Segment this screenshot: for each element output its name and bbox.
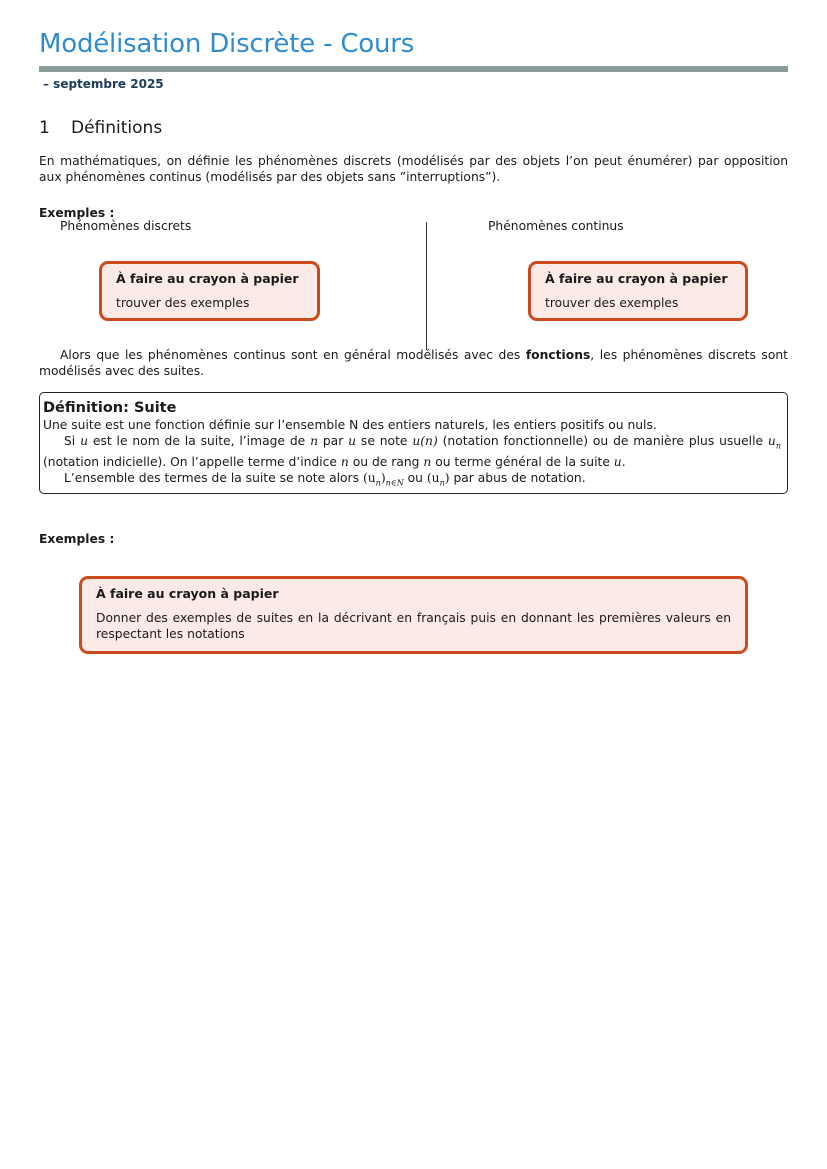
paragraph-text: , les phénomènes discrets sont modélisés avec des suites. bbox=[39, 348, 788, 378]
definition-line-1: Une suite est une fonction définie sur l’ensemble N des entiers naturels, les entiers positifs ou nuls. bbox=[43, 418, 657, 432]
definition-line-3: L’ensemble des termes de la suite se note alors $(u_n)_{n\in N}$ ou $(u_n)$ par abus de notation. bbox=[64, 471, 586, 488]
functions-vs-sequences-paragraph bbox=[39, 347, 788, 379]
continuous-phenomena-heading: Phénomènes continus bbox=[488, 219, 624, 233]
todo-box-discrete bbox=[99, 261, 320, 321]
paragraph-text: Alors que les phénomènes continus sont en général modélisés avec des bbox=[60, 348, 526, 362]
examples-label-2: Exemples : bbox=[39, 532, 115, 546]
section-number: 1 bbox=[39, 118, 50, 138]
todo-title: À faire au crayon à papier bbox=[545, 271, 728, 286]
definition-title: Définition: Suite bbox=[43, 400, 177, 416]
definition-box bbox=[39, 392, 788, 494]
bold-term: fonctions bbox=[525, 348, 591, 362]
section-title: Définitions bbox=[71, 118, 163, 138]
intro-paragraph: En mathématiques, on définie les phénomènes discrets (modélisés par des objets l’on peut énumérer) par opposition aux phénomènes continus (modélisés par des objets sans ”interruptions”). bbox=[39, 154, 788, 184]
todo-box-sequences bbox=[79, 576, 748, 654]
examples-label: Exemples : bbox=[39, 206, 115, 220]
page-title: Modélisation Discrète - Cours bbox=[39, 29, 415, 59]
todo-title: À faire au crayon à papier bbox=[96, 586, 279, 601]
document-date: – septembre 2025 bbox=[43, 77, 164, 91]
column-divider bbox=[426, 222, 427, 350]
todo-body: Donner des exemples de suites en la décrivant en français puis en donnant les premières valeurs en respectant les notations bbox=[96, 611, 731, 641]
discrete-phenomena-heading: Phénomènes discrets bbox=[60, 219, 192, 233]
todo-body: trouver des exemples bbox=[116, 296, 250, 310]
title-rule bbox=[39, 66, 788, 72]
definition-line-2: Si u est le nom de la suite, l’image de n par u se note u(n) (notation fonctionnelle) ou de manière plus usuelle $u_n$ (notation indicielle). On l’appelle terme d’indice n ou de rang n ou terme général de la suite u. bbox=[43, 434, 781, 470]
todo-title: À faire au crayon à papier bbox=[116, 271, 299, 286]
todo-body: trouver des exemples bbox=[545, 296, 679, 310]
todo-box-continuous bbox=[528, 261, 748, 321]
